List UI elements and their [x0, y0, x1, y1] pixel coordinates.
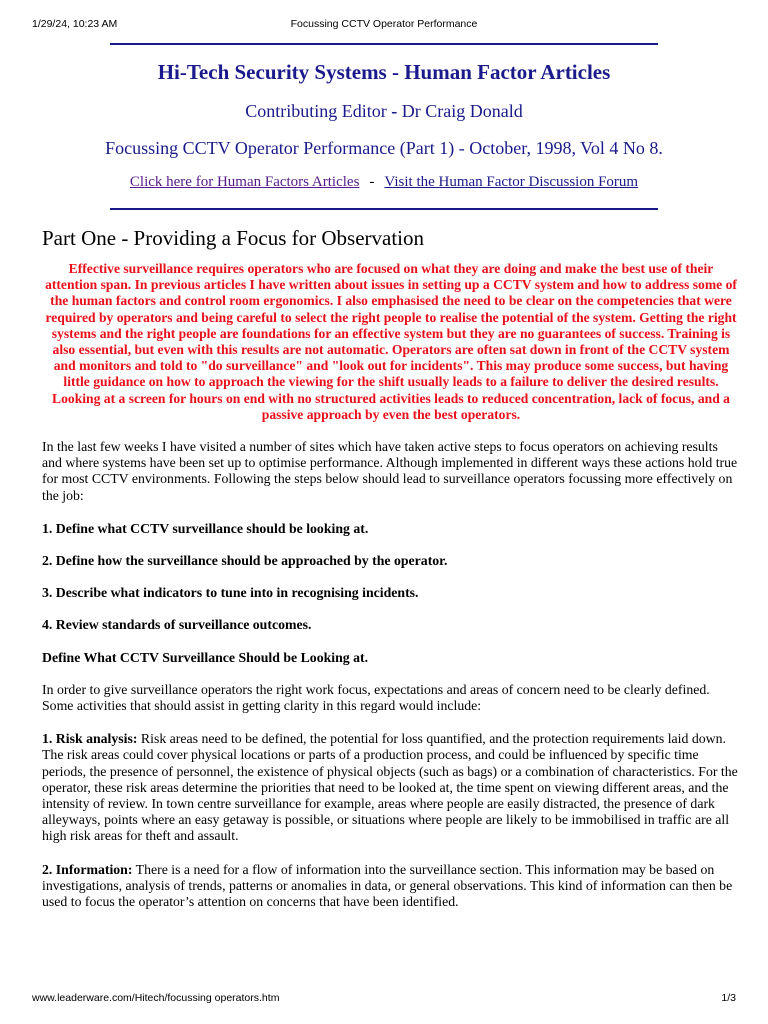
information-label: 2. Information: — [42, 861, 133, 877]
print-header — [32, 18, 736, 32]
paragraph-sites: In the last few weeks I have visited a number of sites which have taken active steps to focus operators on achieving results and where systems have been set up to optimise performance. Although implemented in different ways these actions hold true for most CCTV environments. Following the steps below should lead to surveillance operators focussing more effectively on the job: — [42, 439, 738, 503]
editor-name: Dr Craig Donald — [401, 101, 523, 121]
top-divider — [110, 43, 658, 45]
human-factors-articles-link[interactable]: Click here for Human Factors Articles — [129, 174, 360, 190]
information-text: There is a need for a flow of information into the surveillance section. This information may be based on investigations, analysis of trends, patterns or anomalies in data, or general observations. This kind of information can then be used to focus the operator’s attention on concerns that have been identified. — [42, 861, 733, 910]
step-4: 4. Review standards of surveillance outcomes. — [42, 617, 312, 633]
print-datetime: 1/29/24, 10:23 AM — [32, 18, 118, 30]
article-line: Focussing CCTV Operator Performance (Part 1) - October, 1998, Vol 4 No 8. — [105, 138, 663, 158]
bottom-divider — [110, 208, 658, 210]
print-page-title: Focussing CCTV Operator Performance — [290, 18, 478, 30]
print-footer — [32, 992, 736, 1006]
intro-paragraph: Effective surveillance requires operators who are focused on what they are doing and make the best use of their attention span. In previous articles I have written about issues in setting up a CCTV system and how to address some of the human factors and control room ergonomics. I also emphasised the need to be clear on the competencies that were required by operators and being careful to select the right people to realise the potential of the system. Getting the right systems and the right people are foundations for an effective system but they are no guarantees of success. Training is also essential, but even with this results are not automatic. Operators are often sat down in front of the CCTV system and monitors and told to "do surveillance" and "look out for incidents". This may produce some success, but having little guidance on how to approach the viewing for the shift usually leads to a failure to deliver the desired results. Looking at a screen for hours on end with no structured activities leads to reduced concentration, lack of focus, and a passive approach by even the best operators. — [45, 261, 737, 422]
step-2: 2. Define how the surveillance should be approached by the operator. — [42, 553, 448, 569]
nav-links — [40, 174, 728, 191]
print-url: www.leaderware.com/Hitech/focussing operators.htm — [32, 992, 280, 1004]
step-1: 1. Define what CCTV surveillance should be looking at. — [42, 520, 369, 536]
section-heading: Define What CCTV Surveillance Should be Looking at. — [42, 649, 369, 665]
discussion-forum-link[interactable]: Visit the Human Factor Discussion Forum — [384, 174, 639, 190]
step-3: 3. Describe what indicators to tune into in recognising incidents. — [42, 585, 419, 601]
article-body — [42, 226, 740, 927]
editor-prefix: Contributing Editor — [245, 101, 387, 121]
risk-analysis-text: Risk areas need to be defined, the potential for loss quantified, and the protection requirements laid down. The risk areas could cover physical locations or parts of a production process, and could be influenced by specific time periods, the presence of personnel, the existence of physical objects (such as bags) or a combination of characteristics. For the operator, these risk areas determine the priorities that need to be looked at, the time spent on viewing different areas, and the intensity of review. In town centre surveillance for example, areas where people are easily distracted, the presence of dark alleyways, points where an easy getaway is possible, or situations where people are likely to be immobilised in traffic are all high risk areas for theft and assault. — [42, 731, 738, 844]
print-page-number: 1/3 — [721, 992, 736, 1004]
part-title: Part One - Providing a Focus for Observation — [42, 226, 425, 250]
editor-separator: - — [386, 101, 402, 121]
paragraph-information — [42, 862, 740, 911]
paragraph-risk-analysis — [42, 731, 740, 844]
link-separator: - — [369, 174, 375, 190]
editor-line — [40, 101, 728, 122]
site-title: Hi-Tech Security Systems - Human Factor Articles — [157, 60, 611, 84]
risk-analysis-label: 1. Risk analysis: — [42, 731, 138, 747]
paragraph-work-focus: In order to give surveillance operators the right work focus, expectations and areas of concern need to be clearly defined. Some activities that should assist in getting clarity in this regard would include: — [42, 681, 710, 714]
